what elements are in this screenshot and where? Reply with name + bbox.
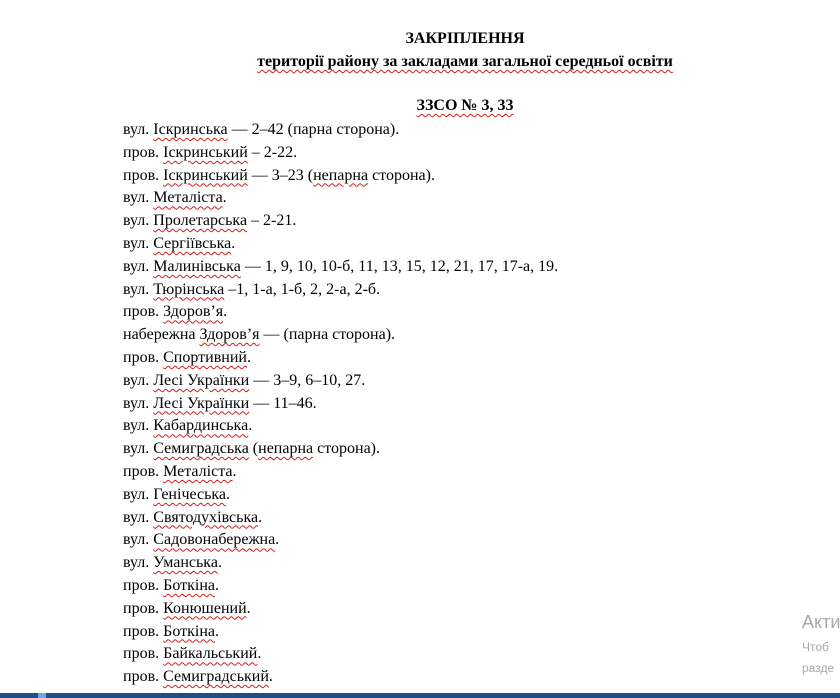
spellcheck-word: Генічеська (153, 485, 227, 503)
line-text: сторона). (313, 440, 380, 458)
line-text: вул. (123, 280, 154, 298)
line-text: . (257, 645, 262, 663)
line-text: . (214, 576, 219, 594)
street-line (123, 461, 558, 484)
spellcheck-word: Металіста (163, 462, 233, 480)
street-line (123, 552, 558, 575)
street-line (123, 301, 558, 324)
spellcheck-word: Боткіна (163, 576, 215, 594)
line-text: пров. (123, 303, 164, 321)
line-text: пров. (123, 599, 164, 617)
line-text: вул. (123, 394, 154, 412)
spellcheck-word: Малинівська (153, 257, 241, 275)
line-text: сторона). (368, 166, 435, 184)
line-text: . (214, 622, 219, 640)
street-line (123, 529, 558, 552)
activation-watermark-title: Акти (802, 612, 840, 632)
line-text: вул. (123, 531, 154, 549)
line-text: . (275, 531, 280, 549)
spellcheck-word: Пролетарська (153, 212, 248, 230)
line-text: вул. (123, 212, 154, 230)
line-text: вул. (123, 189, 154, 207)
street-line (123, 165, 558, 188)
activation-watermark-line: разде (802, 661, 835, 675)
street-line (123, 279, 558, 302)
line-text: пров. (123, 166, 164, 184)
line-text: пров. (123, 143, 164, 161)
spellcheck-word: Садовонабережна (153, 531, 276, 549)
section-heading (0, 97, 840, 115)
line-text: . (222, 189, 227, 207)
spellcheck-word: Байкальський (163, 645, 258, 663)
street-line (123, 643, 558, 666)
line-text: вул. (123, 257, 154, 275)
taskbar (0, 693, 840, 698)
spellcheck-word: Кабардинська (153, 417, 249, 435)
spellcheck-word: Боткіна (163, 622, 215, 640)
street-line (123, 621, 558, 644)
line-text: вул. (123, 440, 154, 458)
spellcheck-word: Спортивний (163, 348, 247, 366)
street-line (123, 119, 558, 142)
street-line (123, 347, 558, 370)
line-text: . (246, 348, 251, 366)
spellcheck-word: Металіста (153, 189, 223, 207)
line-text: вул. (123, 121, 154, 138)
line-text: . (217, 554, 222, 572)
document-title: ЗАКРІПЛЕННЯ (405, 30, 525, 47)
street-list (123, 119, 558, 689)
street-line (123, 484, 558, 507)
line-text: — 2–42 (парна сторона). (227, 121, 400, 138)
spellcheck-word: Іскринський (163, 143, 248, 161)
line-text: . (248, 417, 253, 435)
line-text: — 1, 9, 10, 10-б, 11, 13, 15, 12, 21, 17, 17-а, 19. (240, 257, 559, 275)
line-text: –1, 1-а, 1-б, 2, 2-а, 2-б. (224, 280, 381, 298)
line-text: ( (248, 440, 259, 458)
street-line (123, 666, 558, 689)
spellcheck-word: Сергіївська (153, 234, 232, 252)
line-text: вул. (123, 508, 154, 526)
line-text: . (232, 462, 237, 480)
line-text: . (226, 485, 231, 503)
line-text: — 3–9, 6–10, 27. (249, 371, 366, 389)
line-text: . (268, 668, 273, 686)
section-heading-text: ЗЗСО № 3, 33 (416, 97, 514, 114)
street-line (123, 393, 558, 416)
street-line (123, 324, 558, 347)
activation-watermark-line: Чтоб (802, 640, 829, 654)
line-text: . (231, 234, 236, 252)
street-line (123, 507, 558, 530)
spellcheck-word: Семиградська (153, 440, 249, 458)
street-line (123, 210, 558, 233)
street-line (123, 233, 558, 256)
street-line (123, 142, 558, 165)
line-text: пров. (123, 348, 164, 366)
line-text: — 11–46. (249, 394, 317, 412)
line-text: — (парна сторона). (259, 326, 396, 344)
spellcheck-word: Іскринська (153, 121, 228, 138)
street-line (123, 438, 558, 461)
line-text: вул. (123, 234, 154, 252)
street-line (123, 415, 558, 438)
subtitle-text: території району за закладами загальної середньої освіти (257, 53, 673, 70)
document-subtitle (0, 53, 840, 71)
street-line (123, 187, 558, 210)
line-text: – 2-21. (247, 212, 297, 230)
line-text: вул. (123, 417, 154, 435)
line-text: – 2-22. (247, 143, 298, 161)
spellcheck-word: Святодухівська (153, 508, 259, 526)
spellcheck-word: Тюрінська (153, 280, 225, 298)
line-text: пров. (123, 645, 164, 663)
line-text: вул. (123, 554, 154, 572)
spellcheck-word: Здоров’я (199, 326, 260, 344)
spellcheck-word: Уманська (153, 554, 218, 572)
spellcheck-word: Лесі Українки (153, 371, 250, 389)
spellcheck-word: непарна (258, 440, 314, 458)
street-line (123, 256, 558, 279)
spellcheck-word: Конюшений (163, 599, 247, 617)
line-text: пров. (123, 462, 164, 480)
spellcheck-word: Лесі Українки (153, 394, 250, 412)
line-text: . (258, 508, 263, 526)
line-text: набережна (123, 326, 200, 344)
street-line (123, 598, 558, 621)
line-text: пров. (123, 576, 164, 594)
line-text: вул. (123, 371, 154, 389)
spellcheck-word: Семиградський (163, 668, 269, 686)
line-text: вул. (123, 485, 154, 503)
line-text: пров. (123, 668, 164, 686)
spellcheck-word: Здоров’я (163, 303, 224, 321)
taskbar-highlight (38, 693, 46, 698)
line-text: . (223, 303, 228, 321)
line-text: пров. (123, 622, 164, 640)
line-text: . (246, 599, 251, 617)
street-line (123, 575, 558, 598)
spellcheck-word: Іскринський (163, 166, 248, 184)
spellcheck-word: непарна (313, 166, 369, 184)
street-line (123, 370, 558, 393)
line-text: — 3–23 ( (247, 166, 314, 184)
